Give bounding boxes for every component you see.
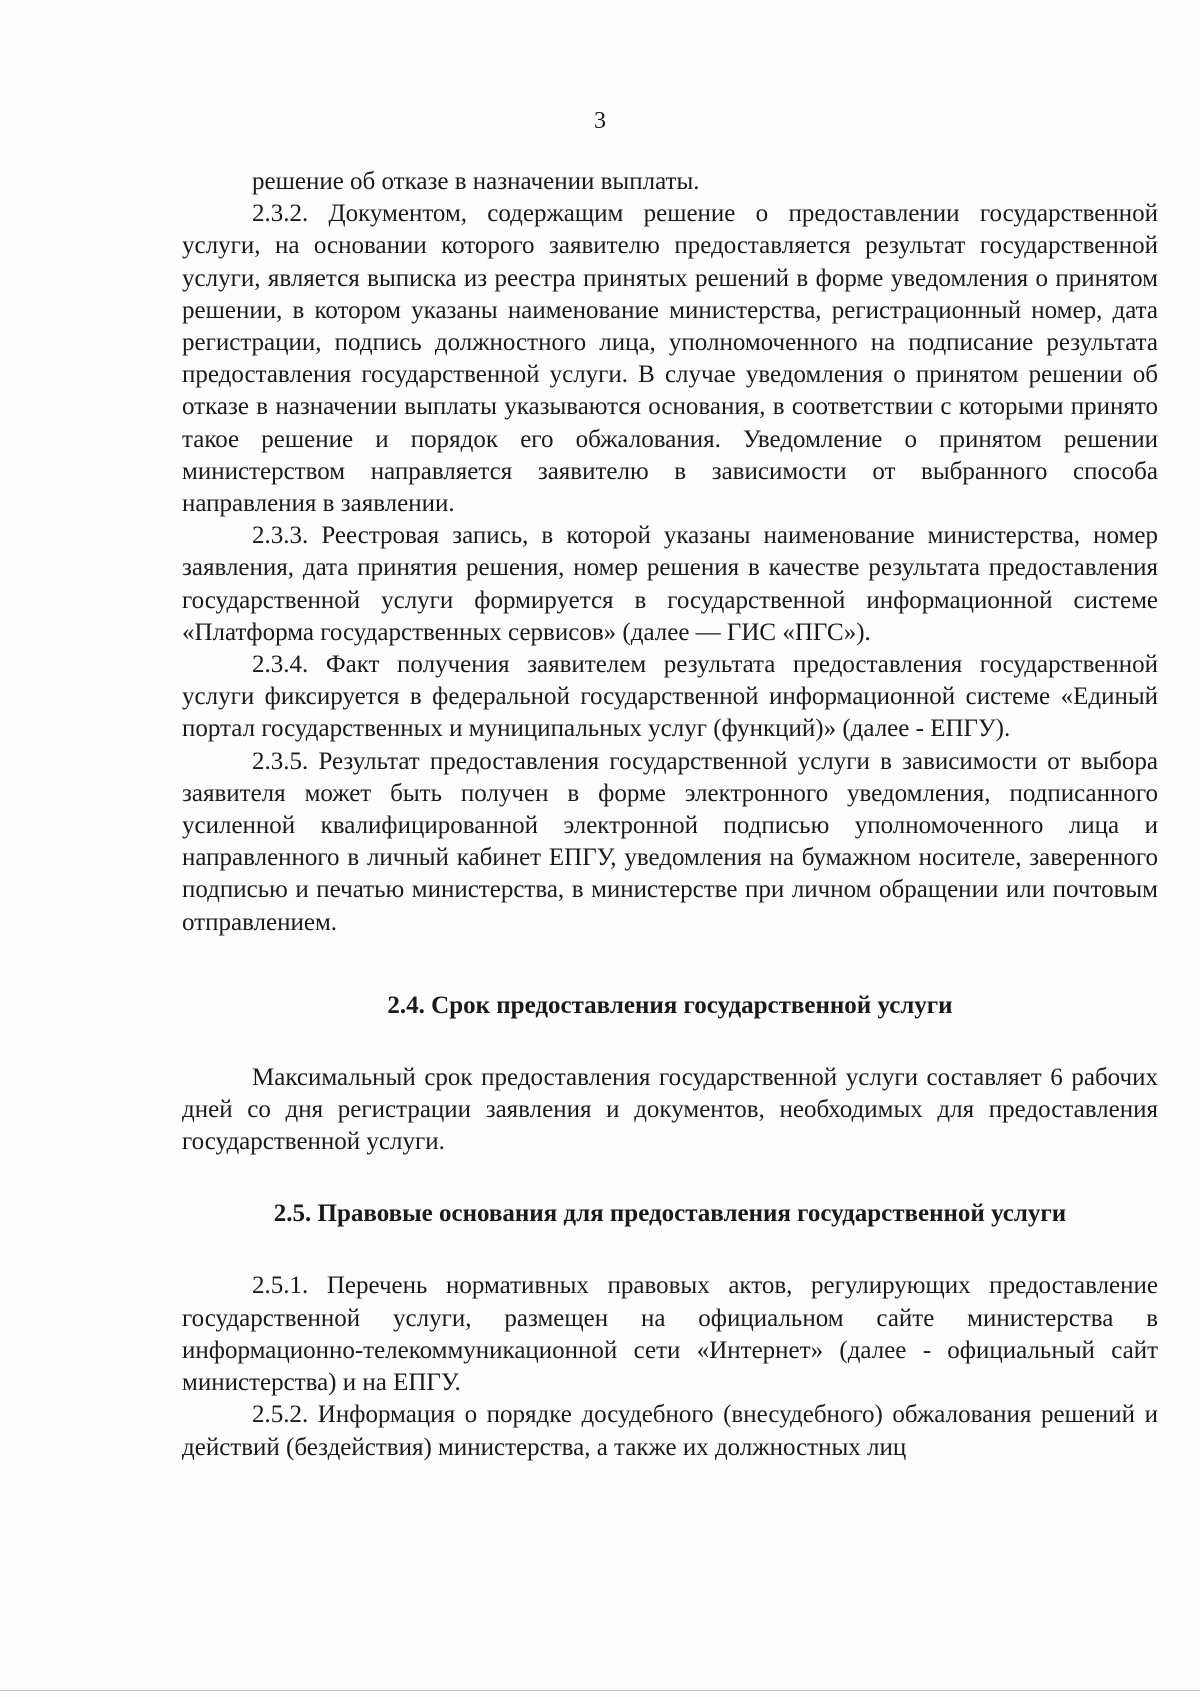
- paragraph-2-3-2: 2.3.2. Документом, содержащим решение о предоставлении государственной услуги, на основании которого заявителю предоставляется результат государственной услуги, является выписка из реестра принятых решений в форме уведомления о принятом решении, в котором указаны наименование министерства, регистрационный номер, дата регистрации, подпись должностного лица, уполномоченного на подписание результата предоставления государственной услуги. В случае уведомления о принятом решении об отказе в назначении выплаты указываются основания, в соответствии с которыми принято такое решение и порядок его обжалования. Уведомление о принятом решении министерством направляется заявителю в зависимости от выбранного способа направления в заявлении.: [182, 200, 1158, 518]
- paragraph-2-5-2: 2.5.2. Информация о порядке досудебного (внесудебного) обжалования решений и действий (бездействия) министерства, а также их должностных лиц: [182, 1401, 1158, 1461]
- paragraph-2-3-4: 2.3.4. Факт получения заявителем результата предоставления государственной услуги фиксируется в федеральной государственной информационной системе «Единый портал государственных и муниципальных услуг (функций)» (далее - ЕПГУ).: [182, 651, 1158, 743]
- paragraph-2-3-3: 2.3.3. Реестровая запись, в которой указаны наименование министерства, номер заявления, дата принятия решения, номер решения в качестве результата предоставления государственной услуги формируется в государственной информационной системе «Платформа государственных сервисов» (далее — ГИС «ПГС»).: [182, 522, 1158, 646]
- paragraph-2-3-5: 2.3.5. Результат предоставления государственной услуги в зависимости от выбора заявителя может быть получен в форме электронного уведомления, подписанного усиленной квалифицированной электронной подписью уполномоченного лица и направленного в личный кабинет ЕПГУ, уведомления на бумажном носителе, заверенного подписью и печатью министерства, в министерстве при личном обращении или почтовым отправлением.: [182, 747, 1158, 936]
- paragraph-2-5-1: 2.5.1. Перечень нормативных правовых актов, регулирующих предоставление государственной услуги, размещен на официальном сайте министерства в информационно-телекоммуникационной сети «Интернет» (далее - официальный сайт министерства) и на ЕПГУ.: [182, 1272, 1158, 1397]
- section-heading-2-5: 2.5. Правовые основания для предоставления государственной услуги: [273, 1200, 1067, 1228]
- document-body: [182, 166, 1158, 1464]
- paragraph-2-4: Максимальный срок предоставления государственной услуги составляет 6 рабочих дней со дня регистрации заявления и документов, необходимых для предоставления государственной услуги.: [182, 1063, 1158, 1156]
- section-heading-2-4: 2.4. Срок предоставления государственной услуги: [387, 991, 953, 1019]
- page-number: 3: [594, 108, 606, 134]
- paragraph-continuation: решение об отказе в назначении выплаты.: [252, 168, 700, 195]
- scan-bottom-edge: [0, 1690, 1200, 1691]
